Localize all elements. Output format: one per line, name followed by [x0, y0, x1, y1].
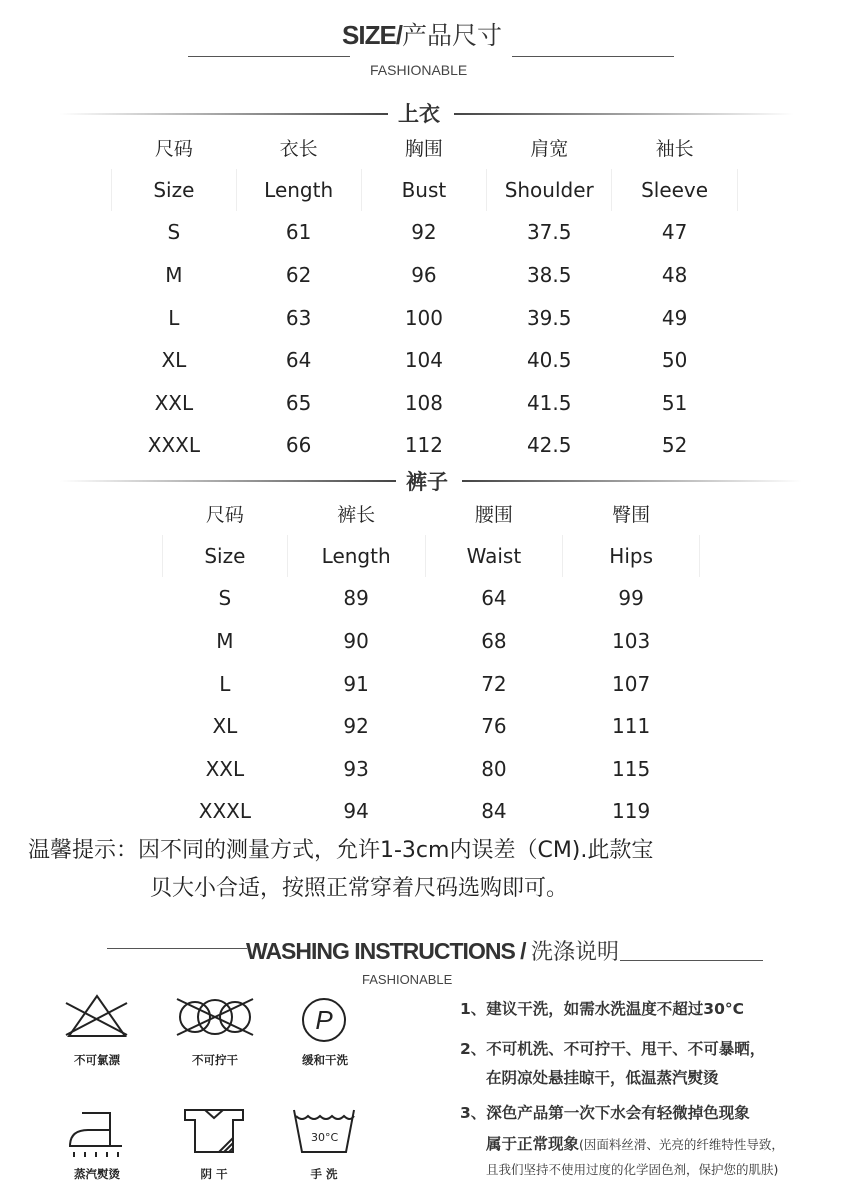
gentle-dry-clean-icon	[300, 996, 348, 1048]
shade-dry-label: 阴 干	[200, 1167, 228, 1181]
tip-line-2: 贝大小合适，按照正常穿着尺码选购即可。	[150, 876, 569, 901]
table-cell: 92	[411, 220, 437, 245]
pants-size-table	[162, 492, 700, 833]
pants-header-cn-row	[163, 492, 700, 535]
table-cell: 104	[404, 348, 444, 373]
table-cell: 68	[481, 629, 507, 654]
tops-size-table	[111, 126, 738, 467]
table-cell: 111	[612, 714, 651, 739]
table-cell: 38.5	[526, 263, 572, 288]
pants-header-en-row	[163, 535, 700, 578]
header-subtitle: FASHIONABLE	[370, 62, 468, 78]
no-bleach-icon	[64, 993, 130, 1043]
washing-divider-right	[620, 960, 763, 961]
table-cell: 48	[661, 263, 688, 288]
steam-iron-icon	[66, 1110, 126, 1164]
table-cell: S	[167, 220, 181, 245]
table-cell: 72	[481, 671, 507, 696]
instruction-2-line2: 在阴凉处悬挂晾干，低温蒸汽熨烫	[486, 1069, 719, 1087]
table-cell: 112	[404, 433, 444, 458]
instruction-3-line1: 3、深色产品第一次下水会有轻微掉色现象	[460, 1104, 750, 1122]
table-cell: S	[218, 586, 232, 611]
tops-header-cn-row	[112, 126, 738, 169]
table-cell: 108	[404, 390, 444, 415]
table-cell: 65	[285, 390, 312, 415]
tops-divider-left	[60, 113, 388, 115]
pants-header-en: Size	[163, 535, 288, 578]
table-row	[163, 748, 700, 791]
table-cell: 49	[661, 305, 688, 330]
table-cell: 107	[612, 671, 651, 696]
washing-subtitle: FASHIONABLE	[362, 972, 453, 987]
pants-header-cn: 尺码	[205, 503, 244, 526]
table-cell: 63	[285, 305, 312, 330]
tops-header-cn: 胸围	[404, 137, 443, 160]
tops-header-cn: 袖长	[655, 137, 694, 160]
table-row	[112, 211, 738, 254]
no-bleach-label: 不可氯漂	[74, 1053, 120, 1067]
table-cell: XXL	[205, 756, 245, 781]
table-row	[163, 577, 700, 620]
table-cell: 91	[343, 671, 369, 696]
table-row	[112, 424, 738, 467]
table-cell: 96	[411, 263, 437, 288]
table-cell: 50	[661, 348, 688, 373]
table-cell: 84	[481, 799, 507, 824]
table-row	[112, 254, 738, 297]
table-cell: 61	[285, 220, 312, 245]
pants-divider-left	[60, 480, 396, 482]
table-cell: 119	[612, 799, 651, 824]
table-cell: XXL	[154, 390, 194, 415]
washing-title-en: WASHING INSTRUCTIONS /	[246, 938, 526, 964]
page-title	[342, 16, 502, 52]
table-cell: 99	[618, 586, 644, 611]
table-cell: 92	[343, 714, 369, 739]
page-title-cn: 产品尺寸	[402, 21, 503, 50]
instruction-3-note: (因面料丝滑、光亮的纤维特性导致，	[579, 1137, 784, 1152]
tops-header-cn: 尺码	[154, 137, 193, 160]
header-divider-left	[188, 56, 350, 57]
tops-header-en: Shoulder	[487, 169, 612, 212]
tops-section-title: 上衣	[398, 102, 440, 126]
tops-header-en: Size	[112, 169, 237, 212]
instruction-3-line3	[486, 1160, 778, 1178]
table-cell: XXXL	[198, 799, 251, 824]
tops-header-en-row	[112, 169, 738, 212]
table-row	[112, 382, 738, 425]
table-row	[163, 790, 700, 833]
instruction-3-line2	[486, 1132, 784, 1154]
no-wring-label: 不可拧干	[192, 1053, 238, 1067]
table-cell: L	[219, 671, 231, 696]
table-cell: 115	[612, 756, 651, 781]
table-cell: 37.5	[526, 220, 572, 245]
washing-title	[246, 935, 619, 966]
table-cell: 89	[343, 586, 369, 611]
table-cell: 66	[285, 433, 312, 458]
table-cell: 93	[343, 756, 369, 781]
table-cell: 80	[481, 756, 507, 781]
header-divider-right	[512, 56, 674, 57]
table-cell: 42.5	[526, 433, 572, 458]
pants-section-title: 裤子	[406, 470, 448, 494]
pants-header-en: Waist	[425, 535, 563, 578]
gentle-dry-clean-label: 缓和干洗	[302, 1053, 348, 1067]
table-cell: L	[168, 305, 180, 330]
table-cell: M	[165, 263, 183, 288]
table-cell: 47	[661, 220, 688, 245]
table-cell: XL	[161, 348, 187, 373]
table-cell: 90	[343, 629, 369, 654]
pants-header-cn: 臀围	[612, 503, 651, 526]
table-row	[112, 339, 738, 382]
pants-header-cn: 腰围	[474, 503, 513, 526]
table-cell: 51	[661, 390, 688, 415]
table-cell: XL	[212, 714, 238, 739]
table-cell: 40.5	[526, 348, 572, 373]
svg-text:P: P	[315, 1005, 333, 1035]
table-cell: 64	[285, 348, 312, 373]
table-cell: M	[216, 629, 234, 654]
washing-divider-left	[107, 948, 247, 949]
tip-line-1: 温馨提示：因不同的测量方式，允许1-3cm内误差（CM).此款宝	[28, 838, 654, 863]
no-wring-icon	[175, 995, 255, 1043]
pants-divider-right	[462, 480, 802, 482]
table-cell: 103	[612, 629, 651, 654]
shade-dry-icon	[183, 1108, 245, 1160]
tops-header-en: Sleeve	[612, 169, 738, 212]
page-title-en: SIZE/	[342, 20, 403, 50]
hand-wash-label: 手 洗	[310, 1167, 338, 1181]
tops-divider-right	[454, 113, 794, 115]
table-row	[112, 296, 738, 339]
steam-iron-label: 蒸汽熨烫	[74, 1167, 120, 1181]
hand-wash-temp: 30°C	[311, 1131, 339, 1144]
table-cell: 100	[404, 305, 444, 330]
instruction-2-line1: 2、不可机洗、不可拧干、甩干、不可暴晒，	[460, 1040, 766, 1058]
table-cell: 52	[661, 433, 688, 458]
table-cell: 62	[285, 263, 312, 288]
instruction-1: 1、建议干洗，如需水洗温度不超过30°C	[460, 1000, 744, 1018]
pants-header-en: Hips	[563, 535, 700, 578]
table-row	[163, 705, 700, 748]
table-cell: 64	[481, 586, 507, 611]
tops-header-cn: 衣长	[279, 137, 318, 160]
table-cell: 76	[481, 714, 507, 739]
table-cell: XXXL	[147, 433, 200, 458]
pants-header-en: Length	[287, 535, 425, 578]
table-cell: 94	[343, 799, 369, 824]
tops-header-cn: 肩宽	[530, 137, 569, 160]
tops-header-en: Length	[236, 169, 361, 212]
tops-header-en: Bust	[361, 169, 487, 212]
instruction-3-note-cont: 且我们坚持不使用过度的化学固色剂，保护您的肌肤)	[486, 1162, 779, 1177]
pants-header-cn: 裤长	[337, 503, 376, 526]
table-row	[163, 620, 700, 663]
table-row	[163, 662, 700, 705]
washing-title-cn: 洗涤说明	[530, 940, 619, 965]
table-cell: 41.5	[526, 390, 572, 415]
table-cell: 39.5	[526, 305, 572, 330]
instruction-3-normal: 属于正常现象	[486, 1135, 580, 1153]
